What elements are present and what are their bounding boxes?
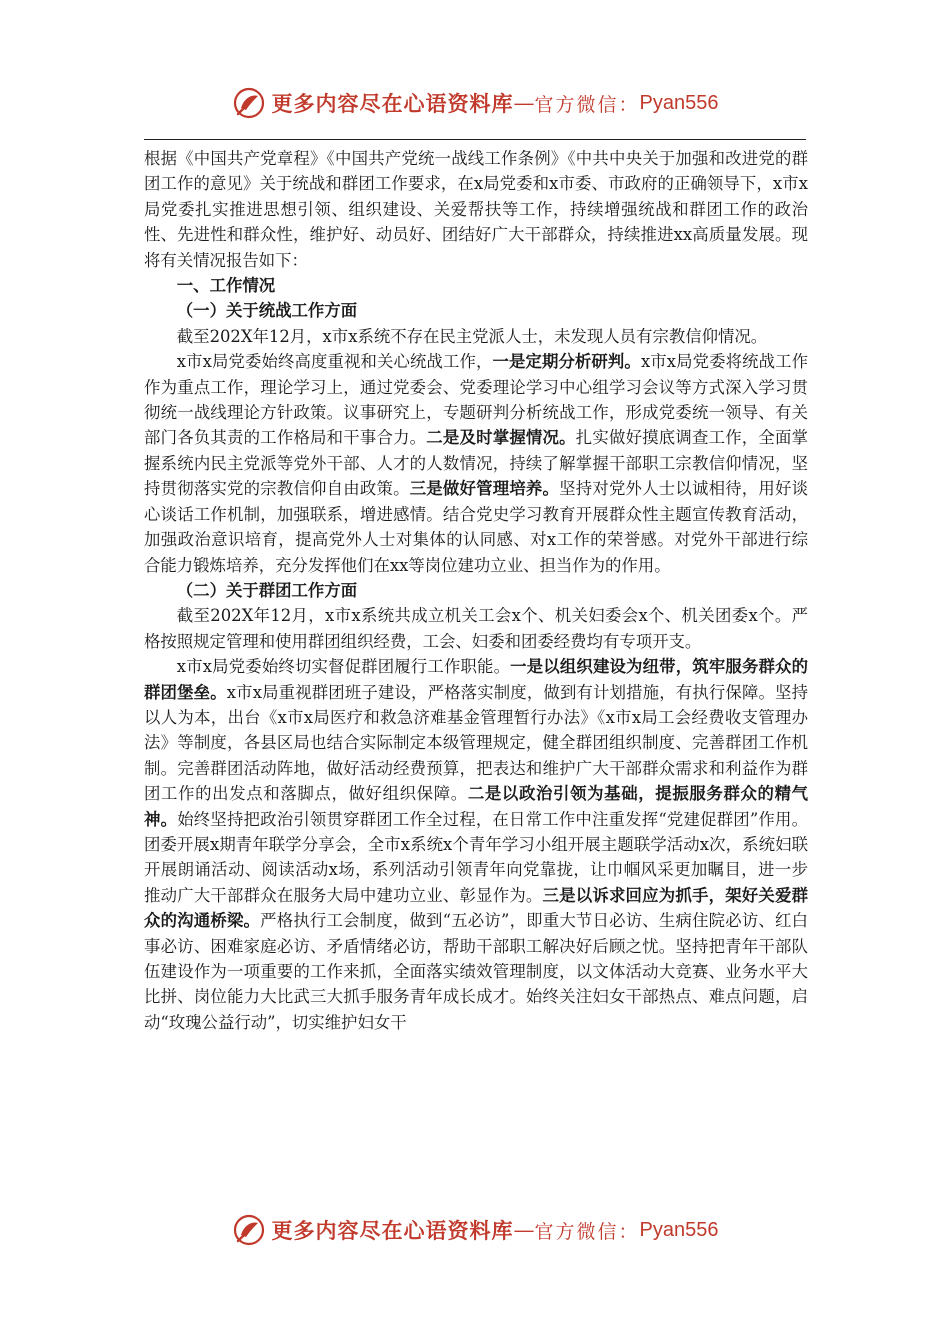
mass-org-paragraph-2: [144, 654, 808, 1035]
header-brand-text: 更多内容尽在心语资料库: [271, 91, 514, 116]
footer-brand-text: 更多内容尽在心语资料库: [271, 1218, 514, 1243]
subsection-heading-united-front: （一）关于统战工作方面: [176, 301, 358, 321]
header-wechat-label: 官方微信：: [534, 93, 640, 116]
footer-wechat-id: Pyan556: [639, 1218, 719, 1241]
key-point-2: 二是及时掌握情况。: [426, 428, 576, 448]
key-point-3: 三是以诉求回应为抓手，架好关爱群众的沟通桥梁。: [144, 885, 809, 931]
united-front-paragraph-1: 截至202X年12月，x市x系统不存在民主党派人士，未发现人员有宗教信仰情况。: [176, 326, 768, 346]
paragraph-text: 扎实做好摸底调查工作，全面掌握系统内民主党派等党外干部、人才的人数情况，持续了解掌握干部职工宗教信仰情况，坚持贯彻落实党的宗教信仰自由政策。: [144, 428, 809, 499]
paragraph-text: 始终坚持把政治引领贯穿群团工作全过程，在日常工作中注重发挥“党建促群团”作用。团委开展x期青年联学分享会，全市x系统x个青年学习小组开展主题联学活动x次，系统妇联开展朗诵活动、阅读活动x场，系列活动引领青年向党靠拢，让巾帼风采更加瞩目，进一步推动广大干部群众在服务大局中建功立业、彰显作为。: [144, 809, 808, 905]
united-front-paragraph-2: [144, 349, 808, 578]
footer-dash: —: [513, 1218, 535, 1242]
key-point-2: 二是以政治引领为基础，提振服务群众的精气神。: [144, 784, 809, 829]
paragraph-text: 严格执行工会制度，做到“五必访”，即重大节日必访、生病住院必访、红白事必访、困难家庭必访、矛盾情绪必访，帮助干部职工解决好后顾之忧。坚持把青年干部队伍建设作为一项重要的工作来抓，全面落实绩效管理制度，以文体活动大竞赛、业务水平大比拼、岗位能力大比武三大抓手服务青年成长成才。始终关注妇女干部热点、难点问题，启动“玫瑰公益行动”，切实维护妇女干: [144, 911, 808, 1032]
paragraph-text: x市x局党委将统战工作作为重点工作，理论学习上，通过党委会、党委理论学习中心组学习会议等方式深入学习贯彻统一战线理论方针政策。议事研究上，专题研判分析统战工作，形成党委统一领导、有关部门各负其责的工作格局和干事合力。: [144, 352, 809, 448]
document-body: [144, 146, 808, 1035]
paragraph-text: x市x局重视群团班子建设，严格落实制度，做到有计划措施，有执行保障。坚持以人为本，出台《x市x局医疗和救急济难基金管理暂行办法》《x市x局工会经费收支管理办法》等制度，各县区局也结合实际制定本级管理规定，健全群团组织制度、完善群团工作机制。完善群团活动阵地，做好活动经费预算，把表达和维护广大干部群众需求和利益作为群团工作的出发点和落脚点，做好组织保障。: [144, 682, 808, 804]
header-wechat-id: Pyan556: [639, 91, 719, 114]
brand-logo-icon: [232, 86, 266, 120]
section-heading-work-status: 一、工作情况: [176, 276, 276, 296]
brand-logo-icon: [232, 1213, 266, 1247]
intro-paragraph: 根据《中国共产党章程》《中国共产党统一战线工作条例》《中共中央关于加强和改进党的群团工作的意见》关于统战和群团工作要求，在x局党委和x市委、市政府的正确领导下，x市x局党委扎实推进思想引领、组织建设、关爱帮扶等工作，持续增强统战和群团工作的政治性、先进性和群众性，维护好、动员好、团结好广大干部群众，持续推进xx高质量发展。现将有关情况报告如下：: [144, 149, 808, 270]
key-point-1: 一是以组织建设为纽带，筑牢服务群众的群团堡垒。: [144, 657, 808, 702]
paragraph-text: x市x局党委始终高度重视和关心统战工作，: [176, 352, 493, 372]
header-dash: —: [513, 91, 535, 115]
mass-org-paragraph-1: 截至202X年12月，x市x系统共成立机关工会x个、机关妇委会x个、机关团委x个。严格按照规定管理和使用群团组织经费，工会、妇委和团委经费均有专项开支。: [144, 606, 808, 651]
footer-banner: [0, 1210, 950, 1250]
header-banner: [0, 83, 950, 123]
footer-wechat-label: 官方微信：: [534, 1220, 640, 1243]
key-point-3: 三是做好管理培养。: [409, 479, 560, 499]
header-divider: [144, 139, 806, 140]
subsection-heading-mass-organizations: （二）关于群团工作方面: [176, 580, 358, 600]
paragraph-text: x市x局党委始终切实督促群团履行工作职能。: [176, 657, 511, 677]
key-point-1: 一是定期分析研判。: [492, 352, 641, 372]
paragraph-text: 坚持对党外人士以诚相待，用好谈心谈话工作机制，加强联系，增进感情。结合党史学习教育开展群众性主题宣传教育活动，加强政治意识培育，提高党外人士对集体的认同感、对x工作的荣誉感。对党外干部进行综合能力锻炼培养，充分发挥他们在xx等岗位建功立业、担当作为的作用。: [144, 479, 809, 575]
